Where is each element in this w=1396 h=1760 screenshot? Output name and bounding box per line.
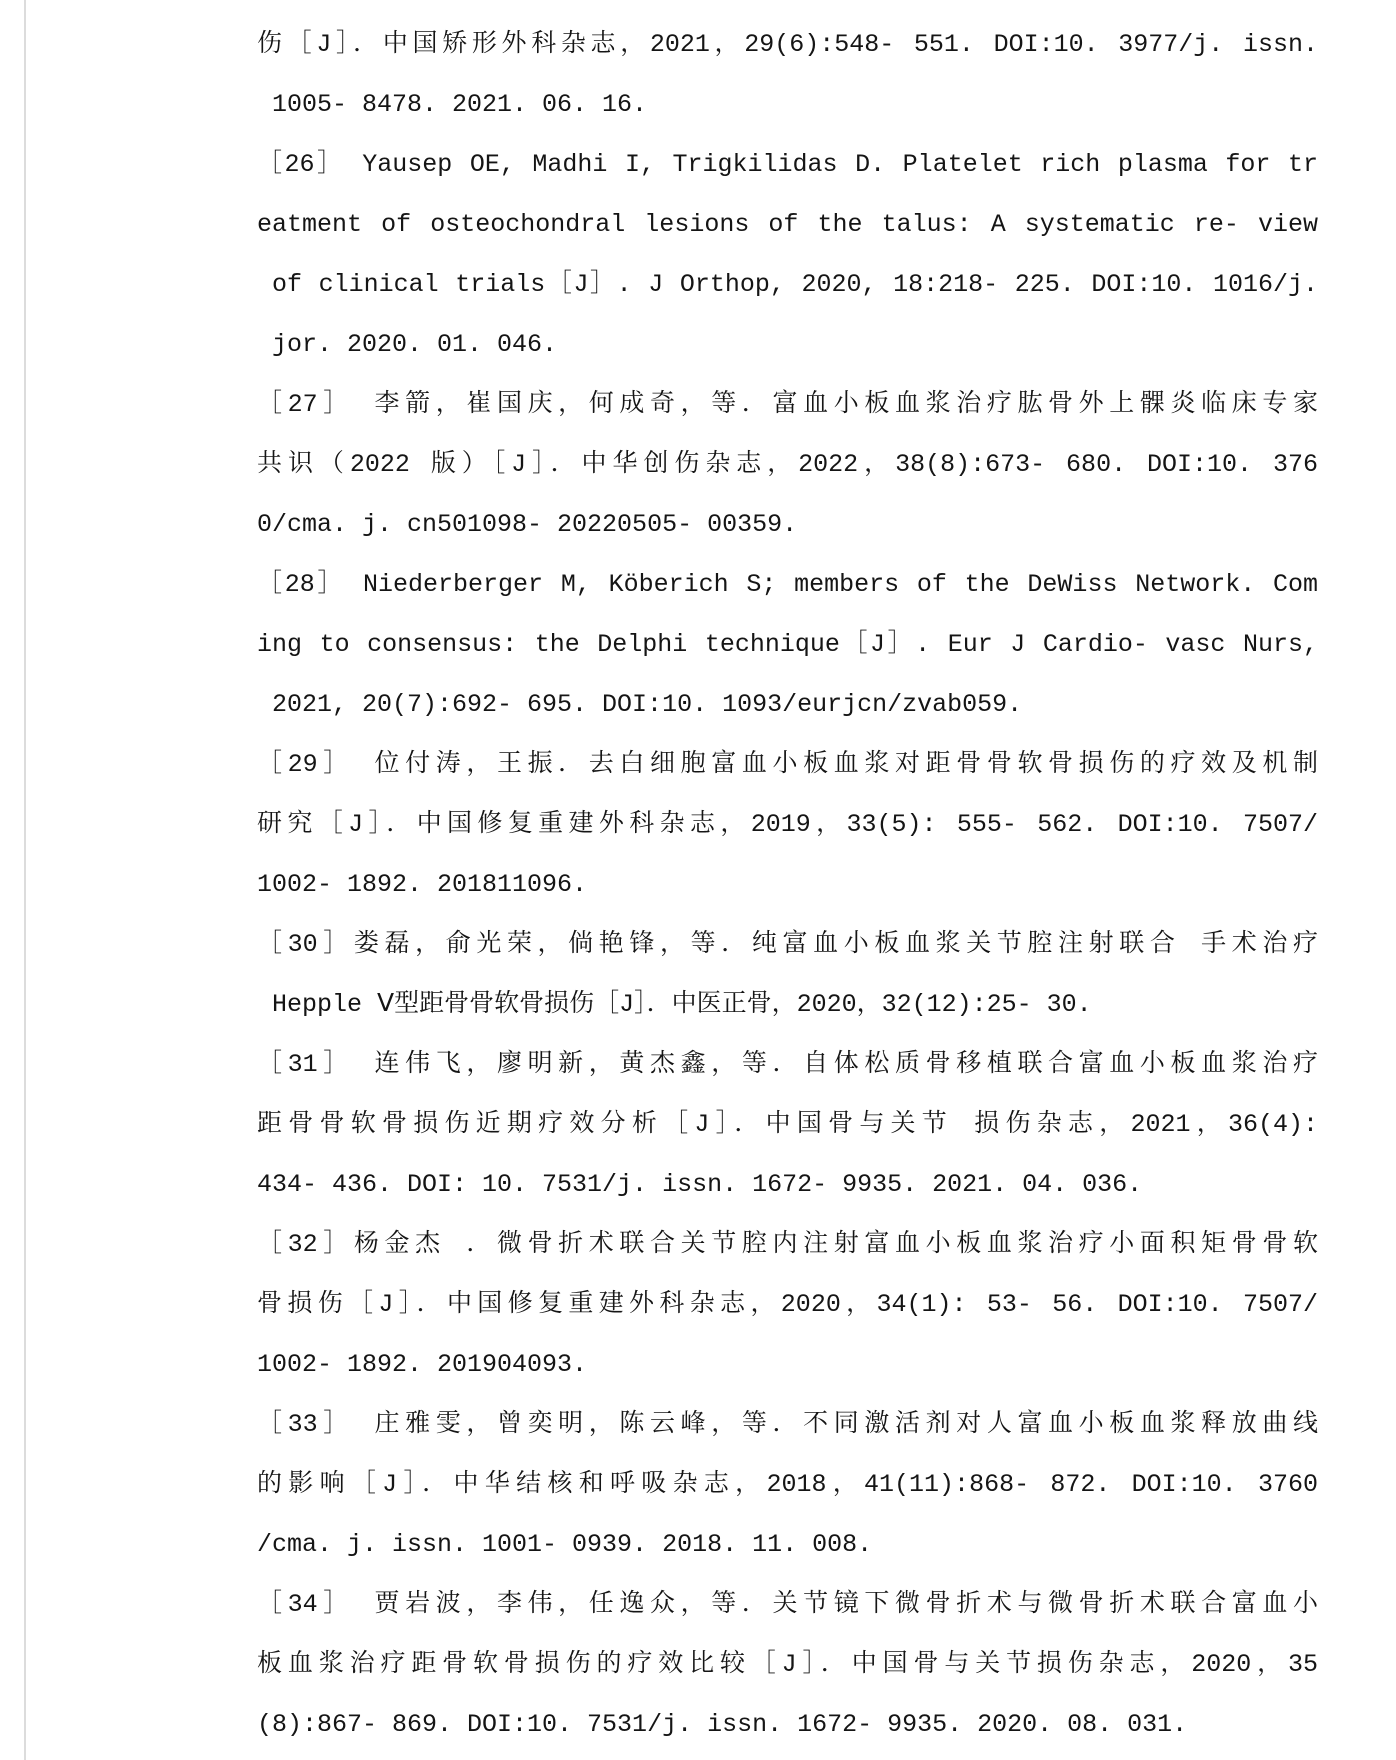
reference-line: 距骨骨软骨损伤近期疗效分析［J］．中国骨与关节 损伤杂志，2021，36(4): bbox=[257, 1110, 1318, 1139]
reference-line: (8):867- 869. DOI:10. 7531/j. issn. 1672- 9935. 2020. 08. 031. bbox=[257, 1710, 1188, 1739]
reference-line: 板血浆治疗距骨软骨损伤的疗效比较［J］．中国骨与关节损伤杂志，2020，35 bbox=[257, 1650, 1318, 1679]
reference-34-start: ［34］ 贾岩波，李伟，任逸众，等．关节镜下微骨折术与微骨折术联合富血小 bbox=[257, 1590, 1318, 1619]
reference-31-start: ［31］ 连伟飞，廖明新，黄杰鑫，等．自体松质骨移植联合富血小板血浆治疗 bbox=[257, 1050, 1318, 1079]
reference-line: 骨损伤［J］．中国修复重建外科杂志，2020，34(1): 53- 56. DOI:10. 7507/ bbox=[257, 1290, 1318, 1319]
reference-33-start: ［33］ 庄雅雯，曾奕明，陈云峰，等．不同激活剂对人富血小板血浆释放曲线 bbox=[257, 1410, 1318, 1439]
reference-line: jor. 2020. 01. 046. bbox=[272, 330, 558, 359]
reference-28-start: ［28］ Niederberger M, Köberich S; members of the DeWiss Network. Com bbox=[257, 570, 1318, 599]
reference-line: eatment of osteochondral lesions of the talus: A systematic re- view bbox=[257, 210, 1318, 239]
reference-line: 1002- 1892. 201811096. bbox=[257, 870, 588, 899]
reference-30-start: ［30］娄磊，俞光荣，倘艳锋，等．纯富血小板血浆关节腔注射联合 手术治疗 bbox=[257, 930, 1318, 959]
reference-29-start: ［29］ 位付涛，王振．去白细胞富血小板血浆对距骨骨软骨损伤的疗效及机制 bbox=[257, 750, 1318, 779]
reference-line: ing to consensus: the Delphi technique［J］. Eur J Cardio- vasc Nurs, bbox=[257, 630, 1318, 659]
reference-line: Hepple Ⅴ型距骨骨软骨损伤［J］．中医正骨，2020，32(12):25- 30. bbox=[272, 990, 1092, 1019]
reference-line: of clinical trials［J］. J Orthop, 2020, 18:218- 225. DOI:10. 1016/j. bbox=[272, 270, 1318, 299]
reference-27-start: ［27］ 李箭，崔国庆，何成奇，等．富血小板血浆治疗肱骨外上髁炎临床专家 bbox=[257, 390, 1318, 419]
reference-line: 伤［J］．中国矫形外科杂志，2021，29(6):548- 551. DOI:10. 3977/j. issn. bbox=[257, 30, 1318, 59]
reference-26-start: ［26］ Yausep OE, Madhi I, Trigkilidas D. Platelet rich plasma for tr bbox=[257, 150, 1318, 179]
reference-line: /cma. j. issn. 1001- 0939. 2018. 11. 008. bbox=[257, 1530, 873, 1559]
reference-32-start: ［32］杨金杰 ．微骨折术联合关节腔内注射富血小板血浆治疗小面积矩骨骨软 bbox=[257, 1230, 1318, 1259]
reference-line: 1005- 8478. 2021. 06. 16. bbox=[272, 90, 648, 119]
reference-line: 2021, 20(7):692- 695. DOI:10. 1093/eurjcn/zvab059. bbox=[272, 690, 1023, 719]
page-margin-rule bbox=[24, 0, 26, 1760]
reference-line: 0/cma. j. cn501098- 20220505- 00359. bbox=[257, 510, 798, 539]
reference-line: 共识（2022 版）［J］．中华创伤杂志，2022，38(8):673- 680. DOI:10. 376 bbox=[257, 450, 1318, 479]
reference-line: 的影响［J］．中华结核和呼吸杂志，2018，41(11):868- 872. DOI:10. 3760 bbox=[257, 1470, 1318, 1499]
reference-line: 434- 436. DOI: 10. 7531/j. issn. 1672- 9935. 2021. 04. 036. bbox=[257, 1170, 1143, 1199]
reference-line: 1002- 1892. 201904093. bbox=[257, 1350, 588, 1379]
reference-line: 研究［J］．中国修复重建外科杂志，2019，33(5): 555- 562. DOI:10. 7507/ bbox=[257, 810, 1318, 839]
